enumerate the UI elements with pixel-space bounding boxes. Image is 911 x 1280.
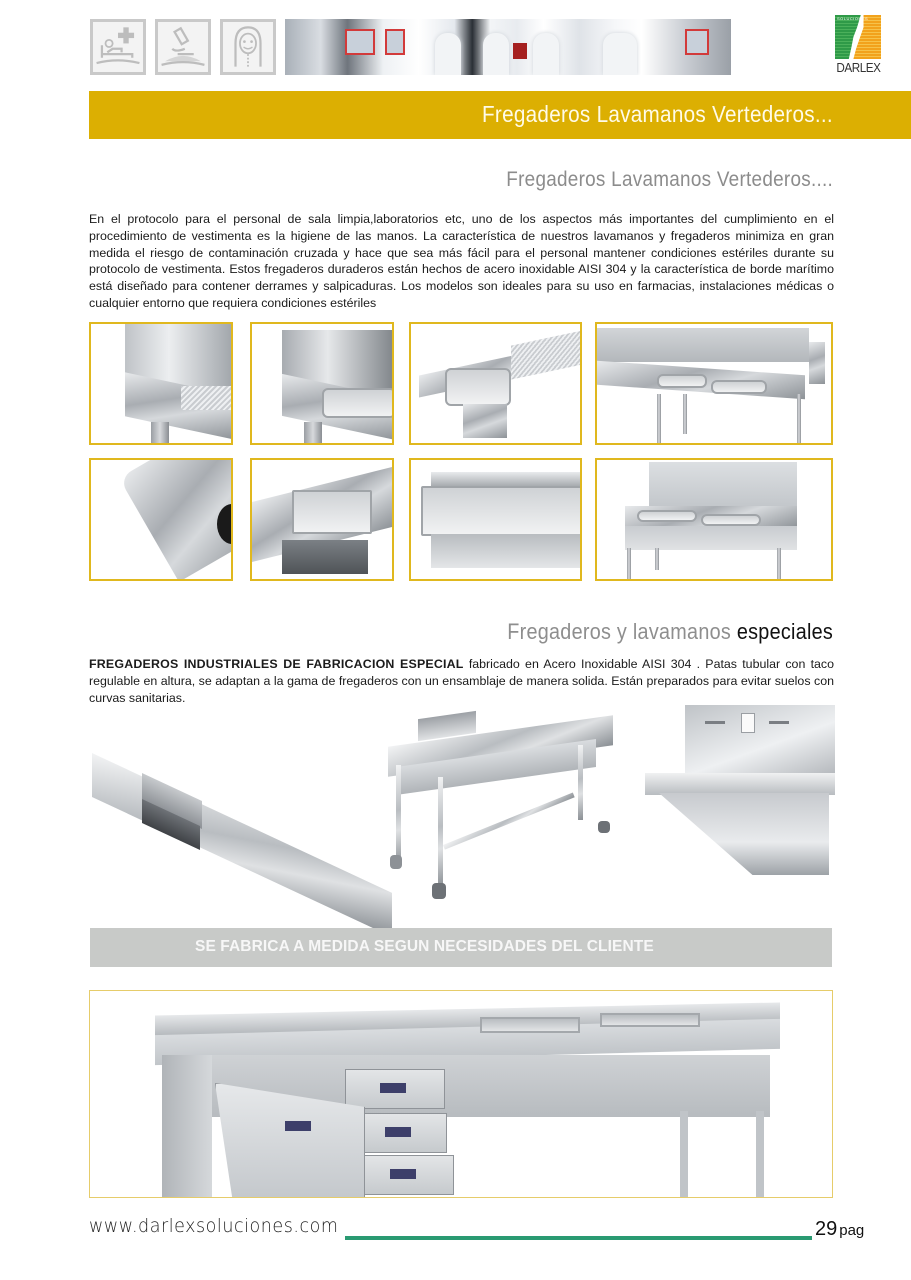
intro-paragraph: En el protocolo para el personal de sala limpia,laboratorios etc, uno de los aspectos más importantes del cumplimiento en el procedimiento de vestimenta es la higiene de las manos. La característica de nuestros lavamanos y fregaderos minimiza en gran medida el riesgo de contaminación cruzada y hace que sea más fácil para el personal mantener condiciones estériles durante su protocolo de vestimenta. Estos fregaderos duraderos están hechos de acero inoxidable AISI 304 y la característica de borde marítimo está diseñado para contener derrames y salpicaduras. Los modelos son ideales para su uso en farmacias, instalaciones médicas o cualquier entorno que requiera condiciones estériles [89, 212, 834, 310]
product-thumbnail [595, 458, 833, 581]
product-thumbnail [250, 322, 394, 445]
hospital-bed-icon [90, 19, 146, 75]
feature-image-sink-table-with-drawers [89, 990, 833, 1198]
product-thumbnail [250, 458, 394, 581]
product-image-long-countertop [92, 735, 367, 875]
footer-divider [345, 1236, 812, 1240]
product-thumbnail [409, 322, 582, 445]
product-thumbnail [89, 458, 233, 581]
page-number: 29 pag [815, 1218, 865, 1240]
custom-manufacturing-text: SE FABRICA A MEDIDA SEGUN NECESIDADES DEL CLIENTE [195, 938, 654, 955]
banner-title: Fregaderos Lavamanos Vertederos... [482, 101, 833, 127]
product-thumbnail [89, 322, 233, 445]
logo-text: DARLEX [836, 60, 881, 75]
section-title: Fregaderos Lavamanos Vertederos.... [506, 168, 833, 191]
logo-mark-icon: SOLUCIONES [835, 15, 881, 59]
special-sinks-title: Fregaderos y lavamanos especiales [507, 619, 833, 644]
product-thumbnail [595, 322, 833, 445]
product-thumbnail [409, 458, 582, 581]
section-banner [89, 91, 911, 139]
special-sinks-description: FREGADEROS INDUSTRIALES DE FABRICACION ESPECIAL fabricado en Acero Inoxidable AISI 304 . Patas tubular con taco regulable en altura, se adaptan a la gama de fregaderos con un ensamblaje de manera solida. Están preparados para evitar suelos con curvas sanitarias. [89, 657, 834, 704]
microscope-icon [155, 19, 211, 75]
product-image-surgical-scrub-sink [645, 705, 835, 880]
website-link[interactable]: www.darlexsoluciones.com [89, 1215, 339, 1237]
product-image-mobile-sink-table [388, 705, 613, 900]
cleanroom-suit-icon [220, 19, 276, 75]
custom-manufacturing-bar [90, 928, 832, 967]
darlex-logo [834, 15, 882, 77]
cleanroom-laboratory-photo [285, 19, 731, 75]
